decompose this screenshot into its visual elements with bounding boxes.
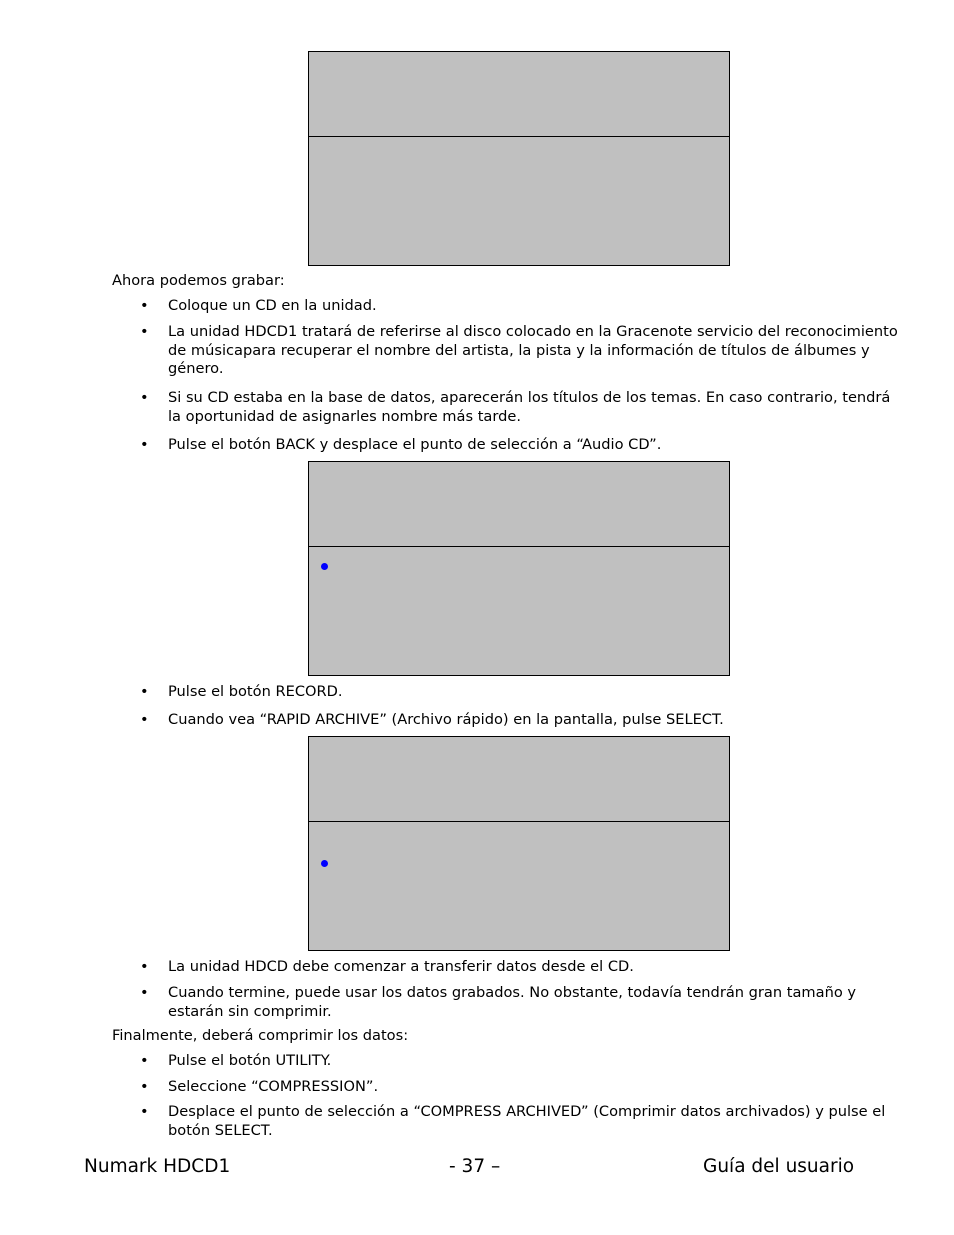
bullet: • bbox=[140, 389, 149, 406]
list-item-text: Cuando vea “RAPID ARCHIVE” (Archivo rápido) en la pantalla, pulse SELECT. bbox=[168, 711, 724, 728]
list-item-text: Si su CD estaba en la base de datos, aparecerán los títulos de los temas. En caso contrario, tendrá la oportunidad de asignarles nombre más tarde. bbox=[168, 389, 891, 425]
bullet: • bbox=[140, 958, 149, 975]
list-item bbox=[140, 683, 900, 702]
bullet: • bbox=[140, 297, 149, 314]
list-item bbox=[140, 436, 900, 455]
list-item-text: Coloque un CD en la unidad. bbox=[168, 297, 377, 314]
bullet: • bbox=[140, 1052, 149, 1069]
lcd-screen-2 bbox=[308, 461, 730, 676]
list-item-text: Pulse el botón UTILITY. bbox=[168, 1052, 332, 1069]
bullet: • bbox=[140, 984, 149, 1001]
list-item-text: Pulse el botón RECORD. bbox=[168, 683, 343, 700]
footer-page-number: - 37 – bbox=[449, 1156, 501, 1177]
lcd-screen-1 bbox=[308, 51, 730, 266]
list-item bbox=[140, 984, 900, 1021]
bullet: • bbox=[140, 436, 149, 453]
footer-product-name: Numark HDCD1 bbox=[84, 1156, 231, 1177]
list-item bbox=[140, 1078, 900, 1097]
bullet: • bbox=[140, 1103, 149, 1120]
list-item bbox=[140, 297, 900, 316]
list-item bbox=[140, 389, 900, 426]
lcd-screen-header bbox=[309, 52, 729, 137]
list-item-text: Desplace el punto de selección a “COMPRESS ARCHIVED” (Comprimir datos archivados) y pulse el botón SELECT. bbox=[168, 1103, 886, 1139]
list-item-text: La unidad HDCD1 tratará de referirse al disco colocado en la Gracenote servicio del reconocimiento de músicapara recuperar el nombre del artista, la pista y la información de títulos de álbumes y género. bbox=[168, 323, 898, 377]
bullet: • bbox=[140, 323, 149, 340]
list-item-text: Cuando termine, puede usar los datos grabados. No obstante, todavía tendrán gran tamaño y estarán sin comprimir. bbox=[168, 984, 857, 1020]
list-item-text: La unidad HDCD debe comenzar a transferir datos desde el CD. bbox=[168, 958, 634, 975]
lcd-screen-3 bbox=[308, 736, 730, 951]
bullet: • bbox=[140, 1078, 149, 1095]
list-item bbox=[140, 323, 900, 379]
selection-dot-icon bbox=[321, 860, 328, 867]
intro-text: Ahora podemos grabar: bbox=[112, 272, 285, 289]
list-item bbox=[140, 1103, 900, 1140]
list-item bbox=[140, 711, 900, 730]
bullet: • bbox=[140, 711, 149, 728]
selection-dot-icon bbox=[321, 563, 328, 570]
finally-text: Finalmente, deberá comprimir los datos: bbox=[112, 1027, 409, 1044]
bullet: • bbox=[140, 683, 149, 700]
lcd-screen-header bbox=[309, 737, 729, 822]
footer-guide-title: Guía del usuario bbox=[703, 1156, 855, 1177]
list-item-text: Pulse el botón BACK y desplace el punto de selección a “Audio CD”. bbox=[168, 436, 662, 453]
lcd-screen-header bbox=[309, 462, 729, 547]
list-item bbox=[140, 1052, 900, 1071]
list-item-text: Seleccione “COMPRESSION”. bbox=[168, 1078, 379, 1095]
list-item bbox=[140, 958, 900, 977]
